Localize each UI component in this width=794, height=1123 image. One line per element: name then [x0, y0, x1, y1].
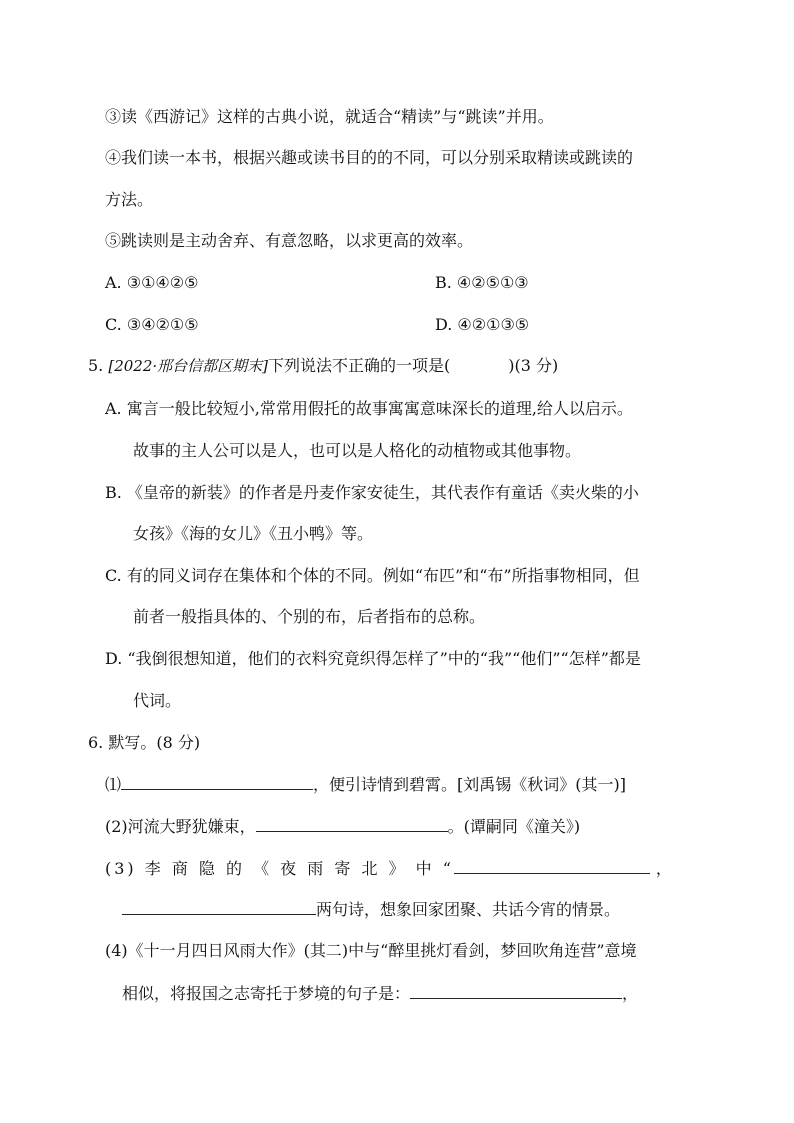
- q6-part3-blank2[interactable]: [122, 898, 316, 915]
- item-5: ⑤跳读则是主动舍弃、有意忽略，以求更高的效率。: [105, 231, 474, 250]
- q6-part2-blank[interactable]: [256, 815, 448, 832]
- q6-part2-tail: 。(谭嗣同《潼关》): [447, 817, 581, 836]
- q6-part2: [105, 815, 580, 838]
- q6-part3-tail: 两句诗，想象回家团聚、共话今宵的情景。: [316, 900, 621, 919]
- q5-source: [2022·邢台信都区期末]: [108, 357, 269, 375]
- q6-part4-line2: [122, 982, 638, 1005]
- q5-number: 5.: [88, 356, 104, 375]
- q6-part3-head: (3) 李 商 隐 的 《 夜 雨 寄 北 》 中 “: [105, 859, 454, 878]
- q5-option-c-line2: 前者一般指具体的、个别的布，后者指布的总称。: [133, 607, 486, 626]
- q6-part3-line1: [105, 857, 672, 880]
- q4-option-a[interactable]: A. ③①④②⑤: [105, 273, 199, 292]
- q4-option-b[interactable]: B. ④②⑤①③: [435, 273, 529, 292]
- q6-part1-text: ，便引诗情到碧霄。[刘禹锡《秋词》(其一)]: [313, 775, 626, 794]
- q5-score: )(3 分): [508, 356, 559, 375]
- q5-option-c-line1[interactable]: C. 有的同义词存在集体和个体的不同。例如“布匹”和“布”所指事物相同，但: [105, 566, 640, 585]
- q6-part3-comma: ，: [655, 859, 672, 878]
- q5-option-b-line1[interactable]: B. 《皇帝的新装》的作者是丹麦作家安徒生，其代表作有童话《卖火柴的小: [105, 483, 639, 502]
- q5-stem: [88, 355, 558, 377]
- q5-option-a-line1[interactable]: A. 寓言一般比较短小,常常用假托的故事寓寓意味深长的道理,给人以启示。: [105, 399, 633, 418]
- q6-title: 6. 默写。(8 分): [88, 733, 201, 752]
- q6-part1: [105, 773, 626, 796]
- q6-part4-comma: ，: [622, 984, 639, 1003]
- q6-part1-blank[interactable]: [121, 773, 313, 790]
- q4-option-d[interactable]: D. ④②①③⑤: [435, 315, 530, 334]
- q6-part1-number: ⑴: [105, 775, 122, 794]
- item-4-line1: ④我们读一本书，根据兴趣或读书目的的不同，可以分别采取精读或跳读的: [105, 148, 634, 167]
- q5-option-d-line1[interactable]: D. “我倒很想知道，他们的衣料究竟织得怎样了”中的“我”“他们”“怎样”都是: [105, 649, 641, 668]
- q5-option-b-line2: 女孩》《海的女儿》《丑小鸭》等。: [133, 524, 374, 543]
- q6-part4-text: 相似，将报国之志寄托于梦境的句子是：: [122, 984, 411, 1003]
- item-3: ③读《西游记》这样的古典小说，就适合“精读”与“跳读”并用。: [105, 107, 554, 126]
- q5-option-d-line2: 代词。: [133, 691, 182, 710]
- q4-option-c[interactable]: C. ③④②①⑤: [105, 315, 199, 334]
- q5-option-a-line2: 故事的主人公可以是人，也可以是人格化的动植物或其他事物。: [133, 441, 582, 460]
- q6-part4-line1: (4)《十一月四日风雨大作》(其二)中与“醉里挑灯看剑，梦回吹角连营”意境: [105, 941, 637, 960]
- q6-part2-head: (2)河流大野犹嫌束，: [105, 817, 256, 836]
- q6-part4-blank[interactable]: [410, 982, 622, 999]
- q6-part3-blank1[interactable]: [454, 857, 650, 874]
- q5-stem-text: 下列说法不正确的一项是(: [268, 356, 451, 375]
- item-4-line2: 方法。: [105, 190, 154, 209]
- q6-part3-line2: [122, 898, 620, 921]
